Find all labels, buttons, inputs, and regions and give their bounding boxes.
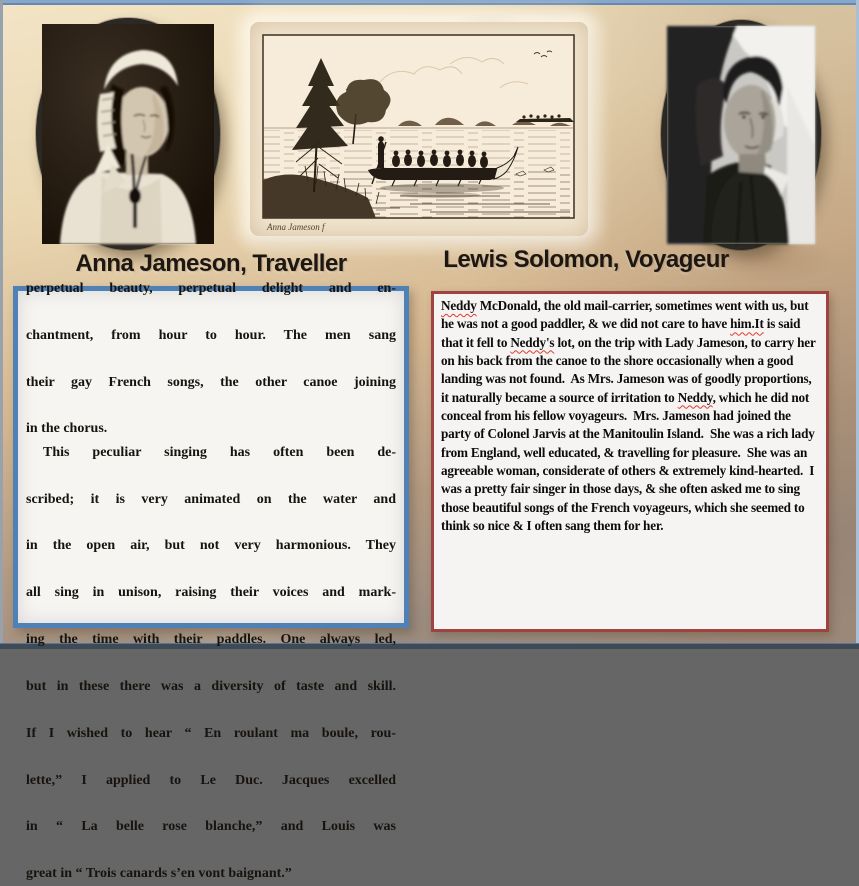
misspelled-word: him.It [730,316,764,332]
book-line: ing the time with their paddles. One always led, [26,632,396,648]
book-line: This peculiar singing has often been de- [43,444,396,460]
book-line: If I wished to hear “ En roulant ma boule, rou- [26,725,396,741]
book-excerpt-box [13,281,409,882]
portrait-anna-image [42,24,214,244]
misspelled-word: Neddy [677,389,713,405]
quote-segment: , which he did not conceal from his fellow voyageurs. Mrs. Jameson had joined the party of Colonel Jarvis at the Manitoulin Island. She was a rich lady from England, well educated, & travelling for pleasure. She was an agreeable woman, considerate of others & extremely kind-hearted. I was a pretty fair singer in those days, & she often asked me to sing those beautiful songs of the French voyageurs, which she seemed to think so nice & I often sang them for her. [441,389,818,534]
window-border-left [0,0,3,649]
window-border-top [0,0,859,5]
book-line: in “ La belle rose blanche,” and Louis was [26,819,396,835]
book-line: their gay French songs, the other canoe joining [26,374,396,390]
book-line: in the chorus. [26,421,108,437]
portrait-anna-jameson [36,18,220,250]
book-line: lette,” I applied to Le Duc. Jacques excelled [26,772,396,788]
caption-lewis-solomon: Lewis Solomon, Voyageur [443,246,729,273]
caption-anna-jameson: Anna Jameson, Traveller [75,250,347,277]
portrait-lewis-solomon [661,20,821,250]
quote-text [441,297,820,535]
book-line: great in “ Trois canards s’en vont baignant.” [26,866,292,882]
misspelled-word: Neddy [441,298,477,313]
book-line: but in these there was a diversity of taste and skill. [26,678,396,694]
canoe-etching [250,22,588,236]
quote-segment: McDonald, the old mail-carrier, sometimes went with us, but he was not a good paddler, & we did not care to have [441,298,812,332]
quote-box [431,291,829,632]
book-line: in the open air, but not very harmonious. They [26,538,396,554]
book-line: all sing in unison, raising their voices and mark- [26,585,396,601]
etching-signature: Anna Jameson f [267,222,325,232]
book-line: scribed; it is very animated on the water and [26,491,396,507]
book-line: chantment, from hour to hour. The men sang [26,327,396,343]
quote-segment: is said that it fell to [441,316,804,350]
quote-segment: lot, on the trip with Lady Jameson, to carry her on his back from the canoe to the shore occasionally when a good landing was not found. As Mrs. Jameson was of goodly proportions, it naturally became a source of irritation to [441,334,819,405]
portrait-lewis-image [667,26,815,244]
book-lines [26,277,396,886]
misspelled-word: Neddy's [510,334,555,350]
canoe-etching-image [250,22,588,236]
book-line: perpetual beauty, perpetual delight and en- [26,281,396,296]
